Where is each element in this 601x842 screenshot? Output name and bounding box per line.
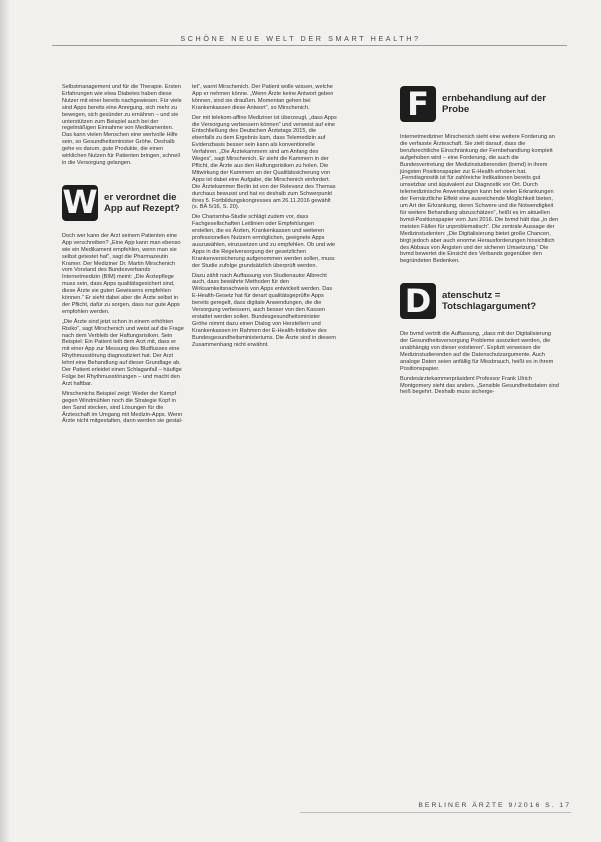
dropcap-w: W	[62, 183, 98, 222]
section-heading-text: ernbehandlung auf der Probe	[442, 93, 546, 115]
section-heading-fernbehandlung	[400, 84, 560, 124]
paragraph: „Die Ärzte sind jetzt schon in einem erhöhten Risiko“, sagt Mirschenich und weist auf die Frage nach dem Verbleib der Haftungsrisiken. Sein Beispiel: Ein Patient teilt dem Arzt mit, dass er mit einer App zur Messung des Blutflusses eine Rhythmusstörung diagnostiziert hat. Der Arzt lehnt eine Behandlung auf dieser Grundlage ab. Der Patient erleidet einen Schlaganfall – häufige Folge bei Rhythmusstörungen – und macht den Arzt haftbar.	[62, 318, 184, 387]
page-footer: BERLINER ÄRZTE 9/2016 S. 17	[418, 802, 571, 809]
paragraph: Die bvmd vertritt die Auffassung, „dass mit der Digitalisierung der Gesundheitsversorgung Probleme assoziiert werden, die unabhängig von dieser existieren“. Explizit verweisen die Medizinstudierenden auf die Datenschutzargumente. Auch analoge Daten seien anfällig für Missbrauch, heißt es in ihrem Positionspapier.	[400, 331, 554, 372]
paragraph: Der mit telekom-affine Mediziner ist überzeugt, „dass Apps die Versorgung verbessern können“ und verweist auf eine Entschließung des Deutschen Ärztetags 2015, die ebenfalls zu dem Ergebnis kam, dass Telemedizin auf Evidenzbasis besser sein kann als konventionelle Verfahren. „Die Ärztekammern sind am Anfang des Weges“, sagt Mirschenich. Er sieht die Kammern in der Pflicht, die Ärzte aus den Haftungsrisiken zu holen. Die Mitwirkung der Kammern an der Qualitätssicherung von Apps ist dabei eine Aufgabe, die Mirschenich einfordert. Die Ärztekammer Berlin ist von der Relevanz des Themas durchaus bewusst und hat es deshalb zum Schwerpunkt ihres 5. Fortbildungskongresses am 26.11.2016 gewählt (s. BÄ 5/16, S. 20).	[192, 114, 337, 211]
paragraph: Bundesärztekammerpräsident Professor Frank Ulrich Montgomery sieht das anders. „Sensible Gesundheitsdaten sind heiß begehrt. Deshalb muss sicherge-	[400, 375, 559, 396]
dropcap-d: D	[400, 283, 436, 319]
column-2	[192, 84, 337, 352]
paragraph: Doch wer kann der Arzt seinem Patienten eine App verschreiben? „Eine App kann man ebenso wie ein Medikament empfehlen, wenn man sie selbst getestet hat“, sagt die Pharmazeutin Kramer. Der Mediziner Dr. Martin Mirschenich vom Vorstand des Bundesverbands Internetmedizin (BIM) meint: „Die Ärztepflege muss sein, dass Apps qualitätsgesichert sind, diese Ärzte sie guten Gewissens empfehlen können.“ Er sieht dabei aber die Ärzte selbst in der Pflicht, dafür zu sorgen, dass nur gute Apps empfohlen werden.	[62, 232, 181, 315]
paragraph: Die Charismha-Studie schlägt zudem vor, dass Fachgesellschaften Leitlinien oder Empfehlungen erstellen, die es Ärzten, Krankenkassen und weiteren professionellen Nutzern ermöglichen, geeignete Apps auszuwählen, einzusetzen und zu empfehlen. Ob und wie Apps in die Regelversorgung der gesetzlichen Krankenversicherung aufgenommen werden sollen, muss der Studie zufolge grundsätzlich überprüft werden.	[192, 214, 336, 269]
section-heading-text: atenschutz = Totschlagargument?	[442, 290, 537, 313]
section-heading-text: er verordnet die App auf Rezept?	[104, 191, 180, 214]
column-3	[400, 84, 560, 399]
running-header: SCHÖNE NEUE WELT DER SMART HEALTH?	[180, 34, 421, 43]
paragraph: Mirschenichs Beispiel zeigt: Weder der Kampf gegen Windmühlen noch die Strategie Kopf in den Sand stecken, sind Lösungen für die Ärzteschaft im Umgang mit Medizin-Apps. Wenn Ärzte nicht mitgestalten, dann werden sie gestal-	[62, 390, 183, 425]
footer-rule	[300, 812, 571, 813]
column-1	[62, 84, 184, 428]
paragraph: tet“, warnt Mirschenich. Der Patient wolle wissen, welche App er nehmen könne. „Wenn Ärzte keine Antwort geben können, sind sie draußen. Momentan gehen bei Krankenkassen diese Antwort“, so Mirschenich.	[192, 84, 334, 111]
dropcap-f: F	[400, 86, 436, 122]
header-rule	[52, 45, 567, 46]
section-heading-datenschutz	[400, 281, 560, 321]
page-binding-shadow	[0, 0, 10, 842]
paragraph: Selbstmanagement und für die Therapie. Ersten Erfahrungen wie etwa Diabetes haben diese Nutzer mit einer bereits nachgewiesen. Für viele sind Apps bereits eine Anregung, sich mehr zu bewegen, sich gesünder zu ernähren – und sie unterstützen zum Beispiel auch bei der regelmäßigen Einnahme von Medikamenten. Das kann vielen Menschen eine wertvolle Hilfe sein, so Gesundheitsminister Gröhe. Deshalb gehe es darum, gute Produkte, die einen wirklichen Nutzen für Patienten bringen, schnell in die Versorgung gelangen.	[62, 84, 182, 166]
paragraph: Internetmediziner Mirschenich sieht eine weitere Forderung an die verfasste Ärzteschaft. Sie zielt darauf, dass die berufsrechtliche Einschränkung der Fernbehandlung komplett aufgehoben wird – eine Forderung, die auch die Bundesvertretung der Medizinstudierenden (bvmd) in ihrem jüngsten Positionspapier zur E-Health erhoben hat. „Ferndiagnostik ist für zahlreiche Indikationen bereits gut umsetzbar und äquivalent zur Diagnostik vor Ort. Durch telemedizinische Anwendungen kann bei vielen Erkrankungen der Fernärztliche Effekt eine ausreichende Möglichkeit bieten, um Art der Erkrankung, deren Schwere und die Notwendigkeit für weitere Behandlung abzuschätzen“, heißt es im aktuellen bvmd-Positionspapier vom Juni 2016. Die bvmd hält das „in den meisten Fällen für unproblematisch“. Die zentrale Aussage der Medizinstudenten: „Die Digitalisierung bietet große Chancen, birgt jedoch aber auch enorme Herausforderungen hinsichtlich des Abbaus von Ängsten und der sicheren Umsetzung.“ Die bvmd bewertet die Einsicht des Verbands gegenüber den begründeten Bedenken.	[400, 134, 559, 265]
section-heading-rezept	[62, 183, 184, 223]
paragraph: Dazu zählt nach Auffassung von Studienautor Albrecht auch, dass bewährte Methoden für den Wirksamkeitsnachweis von Apps entwickelt werden. Das E-Health-Gesetz hat für derart qualitätsgeprüfte Apps bereits geregelt, dass digitale Anwendungen, die die Versorgung verbessern, auch besser von den Kassen erstattet werden sollen. Bundesgesundheitsminister Gröhe nimmt dazu einen Dialog von Herstellern und Krankenkassen im Rahmen der E-Health-Initiative des Bundesgesundheitsministeriums. Die Ärzte sind in diesem Zusammenhang nicht erwähnt.	[192, 272, 336, 348]
